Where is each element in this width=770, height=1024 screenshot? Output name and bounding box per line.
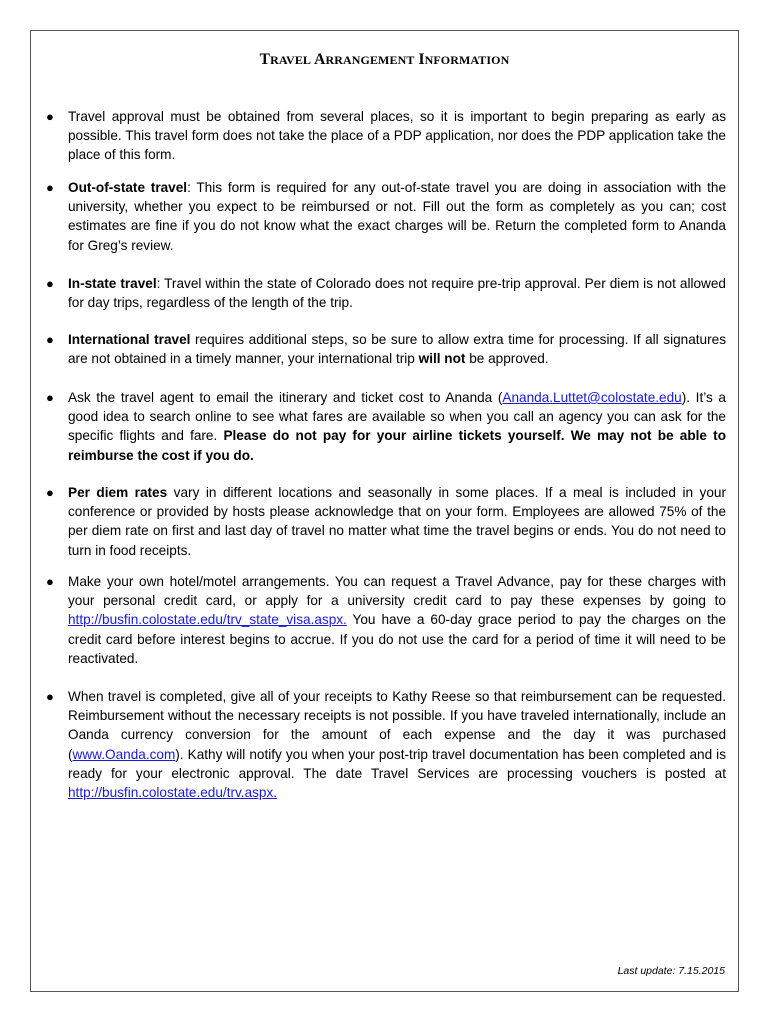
document-title: TRAVEL ARRANGEMENT INFORMATION [259,51,510,68]
bullet-icon: ● [46,390,54,405]
list-item-approval: ● Travel approval must be obtained from several places, so it is important to begin preparing as early as possible. This travel form does not take the place of a PDP application, nor does the PDP application take the place of this form. [46,109,726,163]
last-update: Last update: 7.15.2015 [617,965,725,977]
bullet-icon: ● [46,180,54,195]
list-item-international: ● International travel requires additional steps, so be sure to allow extra time for processing. If all signatures are not obtained in a timely manner, your international trip will not be approved. [46,332,726,367]
page-frame [30,30,739,992]
bullet-icon: ● [46,574,54,589]
trv-link[interactable]: http://busfin.colostate.edu/trv.aspx. [68,785,278,801]
email-link[interactable]: Ananda.Luttet@colostate.edu [502,390,682,405]
bullet-icon: ● [46,485,54,500]
list-item-in-state: ● In-state travel: Travel within the state of Colorado does not require pre-trip approval. Per diem is not allowed for day trips, regardless of the length of the trip. [46,276,726,311]
bullet-icon: ● [46,332,54,347]
oanda-link[interactable]: www.Oanda.com [72,746,176,762]
list-item-receipts: ● When travel is completed, give all of your receipts to Kathy Reese so that reimbursement can be requested. Reimbursement without the necessary receipts is not possible. If you have traveled internationally, include an Oanda currency conversion for the amount of each expense and the day it was purchased (www.Oanda.com). Kathy will notify you when your post-trip travel documentation has been completed and is ready for your electronic approval. The date Travel Services are processing vouchers is posted at http://busfin.colostate.edu/trv.aspx. [46,689,726,801]
visa-link[interactable]: http://busfin.colostate.edu/trv_state_visa.aspx. [68,612,347,628]
list-item-travel-agent: ● Ask the travel agent to email the itinerary and ticket cost to Ananda (Ananda.Luttet@colostate.edu). It’s a good idea to search online to see what fares are available so when you call an agency you can ask for the specific flights and fare. Please do not pay for your airline tickets yourself. We may not be able to reimburse the cost if you do. [46,390,726,463]
list-item-out-of-state: ● Out-of-state travel: This form is required for any out-of-state travel you are doing in association with the university, whether you expect to be reimbursed or not. Fill out the form as completely as you can; cost estimates are fine if you do not know what the exact charges will be. Return the completed form to Ananda for Greg’s review. [46,180,726,253]
list-item-per-diem: ● Per diem rates vary in different locations and seasonally in some places. If a meal is included in your conference or provided by hosts please acknowledge that on your form. Employees are allowed 75% of the per diem rate on first and last day of travel no matter what time the travel begins or ends. You do not need to turn in food receipts. [46,485,726,558]
bullet-icon: ● [46,689,54,704]
bullet-icon: ● [46,109,54,124]
list-item-hotel: ● Make your own hotel/motel arrangements. You can request a Travel Advance, pay for these charges with your personal credit card, or apply for a university credit card to pay these expenses by going to http://busfin.colostate.edu/trv_state_visa.aspx. You have a 60-day grace period to pay the charges on the credit card before interest begins to accrue. If you do not use the card for a period of time it will need to be reactivated. [46,574,726,666]
bullet-icon: ● [46,276,54,291]
